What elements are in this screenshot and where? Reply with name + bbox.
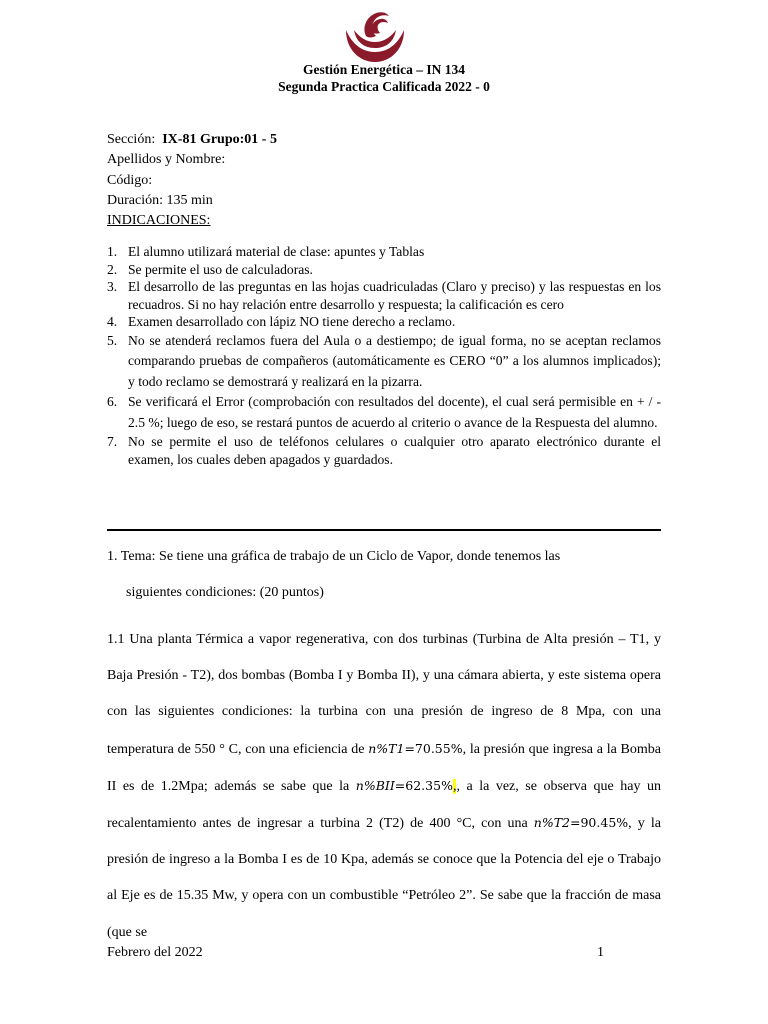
footer-date: Febrero del 2022 [107,945,203,960]
rule-item: 3. El desarrollo de las preguntas en las hojas cuadriculadas (Claro y preciso) y las respuestas en los recuadros. Si no hay relación entre desarrollo y respuesta; la calificación es cero [107,279,661,312]
rule-item: 2. Se permite el uso de calculadoras. [107,261,313,277]
instructions-title: INDICACIONES: [107,213,211,228]
eff-t2: n%T2=90.45% [533,815,629,831]
instructions-list [107,243,661,468]
eff-bii: n%BII=62.35% [355,777,453,793]
rule-item: 1. El alumno utilizará material de clase: apuntes y Tablas [107,244,425,259]
duration: Duración: 135 min [107,193,213,208]
rule-item: 4. Examen desarrollado con lápiz NO tiene derecho a reclamo. [107,314,456,329]
section-line [107,130,277,150]
section-value: IX-81 Grupo:01 - 5 [162,132,277,147]
divider [107,529,661,531]
question-heading-cont: siguientes condiciones: (20 puntos) [126,585,324,600]
eff-t1: n%T1=70.55% [368,740,463,756]
rule-item: 5. No se atenderá reclamos fuera del Aula o a destiempo; de igual forma, no se aceptan reclamos comparando pruebas de compañeros (automáticamente es CERO “0” a los alumnos implicados); y todo reclamo se demostrará y realizará en la pizarra. [107,332,661,389]
rule-item: 7. No se permite el uso de teléfonos celulares o cualquier otro aparato electrónico durante el examen, los cuales deben apagados y guardados. [107,434,661,467]
code-label: Código: [107,173,153,188]
page-number: 1 [597,945,604,960]
exam-title: Segunda Practica Calificada 2022 - 0 [278,79,490,94]
name-label: Apellidos y Nombre: [107,152,226,167]
rule-item: 6. Se verificará el Error (comprobación con resultados del docente), el cual será permisible en + / - 2.5 %; luego de eso, se restará puntos de acuerdo al criterio o avance de la Respuesta del alumno. [107,394,661,430]
university-logo [342,8,408,64]
course-title: Gestión Energética – IN 134 [303,62,465,77]
question-paragraph: 1.1 Una planta Térmica a vapor regenerativa, con dos turbinas (Turbina de Alta presión – T1, y Baja Presión - T2), dos bombas (Bomba I y Bomba II), y una cámara abierta, y este sistema opera con las siguientes condiciones: la turbina con una presión de ingreso de 8 Mpa, con una temperatura de 550 ° C, con una eficiencia de n%T1=70.55%, la presión que ingresa a la Bomba II es de 1.2Mpa; además se sabe que la n%BII=62.35%,, a la vez, se observa que hay un recalentamiento antes de ingresar a turbina 2 (T2) de 400 °C, con una n%T2=90.45%, y la presión de ingreso a la Bomba I es de 10 Kpa, además se conoce que la Potencia del eje o Trabajo al Eje es de 15.35 Mw, y opera con un combustible “Petróleo 2”. Se sabe que la fracción de masa (que se [107,632,662,940]
question-heading: 1. Tema: Se tiene una gráfica de trabajo de un Ciclo de Vapor, donde tenemos las [107,549,561,564]
section-label: Sección: [107,132,156,147]
highlight-mark: , [452,778,457,794]
